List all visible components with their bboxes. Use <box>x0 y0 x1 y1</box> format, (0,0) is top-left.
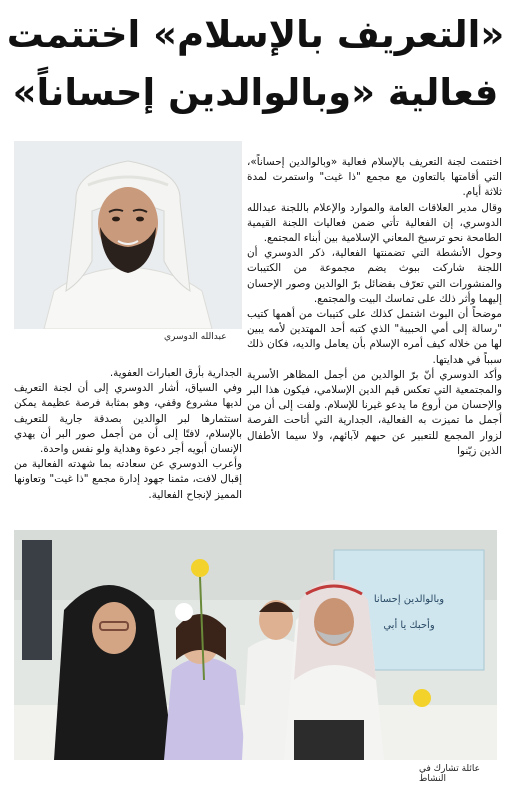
portrait-caption: عبدالله الدوسري <box>164 332 227 342</box>
article-right-column <box>247 155 502 459</box>
paragraph: وقال مدير العلاقات العامة والموارد والإعلام باللجنة عبدالله الدوسري، إن الفعالية تأتي ضمن فعاليات اللجنة القيمية الطامحة نحو ترسيخ المعاني الإسلامية بين أبناء المجتمع. <box>247 201 502 245</box>
paragraph: اختتمت لجنة التعريف بالإسلام فعالية «وبالوالدين إحساناً»، التي أقامتها بالتعاون مع مجمع "ذا غيت" واستمرت لمدة ثلاثة أيام. <box>247 156 502 199</box>
family-photo <box>14 530 497 760</box>
family-illustration <box>14 530 497 760</box>
board-text-1: وبالوالدين إحسانا <box>373 594 445 605</box>
paragraph: وفي السياق، أشار الدوسري إلى أن لجنة التعريف لديها مشروع وقفي، وهو بمثابة فرصة عظيمة يمكن استثمارها لبر الوالدين بصدقة جارية للتعريف بالإسلام، لافتًا إلى أن من أجمل صور البر أن يهدي الإنسان أبويه أجر دعوة وهداية ولو نفس واحدة. <box>14 382 242 456</box>
paragraph: وأكد الدوسري أنّ برّ الوالدين من أجمل المظاهر الأسرية والمجتمعية التي تعكس قيم الدين الإسلامي، فيكون هذا البر والإحسان من أروع ما يدعو غيرنا للإسلام. ولفت إلى أن من أجمل ما تميزت به الفعالية، الجدارية التي أتاحت الفرصة لزوار المجمع للتعبير عن حبهم لآبائهم، ولا سيما الأطفال الذين زيّنوا <box>247 368 502 457</box>
family-caption: عائلة تشارك في النشاط <box>419 764 480 784</box>
paragraph: الجدارية بأرق العبارات العفوية. <box>109 367 242 379</box>
paragraph: وحول الأنشطة التي تضمنتها الفعالية، ذكر الدوسري أن اللجنة شاركت ببوث يضم مجموعة من الكتيبات والمنشورات التي تعرّف بفضائل برّ الوالدين وصور الإحسان إليهما وأثر ذلك على تماسك البيت والمجتمع. <box>247 247 502 305</box>
article-left-column <box>14 366 242 503</box>
headline-line-1: «التعريف بالإسلام» اختتمت <box>6 13 505 56</box>
portrait-illustration <box>14 141 242 329</box>
headline-line-2: فعالية «وبالوالدين إحساناً» <box>12 71 499 114</box>
paragraph: وأعرب الدوسري عن سعادته بما شهدته الفعالية من إقبال لافت، مثمنا جهود إدارة مجمع "ذا غيت" وتعاونها المميز لإنجاح الفعالية. <box>14 458 242 501</box>
paragraph: موضحاً أن البوث اشتمل كذلك على كتيبات من أهمها كتيب "رسالة إلى أمي الحبيبة" الذي كتبه أحد المهتدين لأمه يبين لها من خلاله كيف أمره الإسلام بأن يعامل والديه، فكان ذلك سبباً في هدايتها. <box>247 308 502 366</box>
portrait-photo <box>14 141 242 329</box>
board-text-2: وأحبك يا أبي <box>383 620 435 631</box>
